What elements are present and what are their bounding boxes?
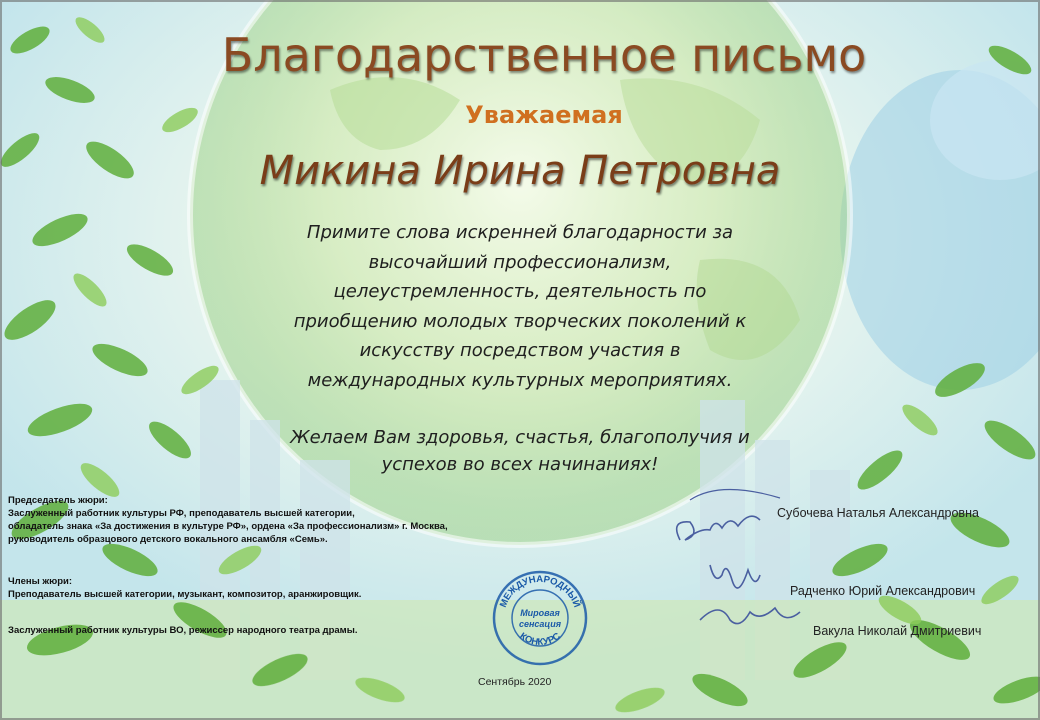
- jury-chair-heading: Председатель жюри:: [8, 495, 108, 506]
- jury-member-line: Преподаватель высшей категории, музыкант, композитор, аранжировщик.: [8, 589, 362, 600]
- jury-member-line: Заслуженный работник культуры ВО, режиссер народного театра драмы.: [8, 625, 358, 636]
- text-line: приобщению молодых творческих поколений к: [293, 310, 747, 332]
- signature-name-2: Радченко Юрий Александрович: [790, 584, 976, 598]
- text-line: искусству посредством участия в: [359, 340, 681, 361]
- jury-members-heading: Члены жюри:: [8, 576, 73, 587]
- contest-stamp: [490, 568, 590, 668]
- signature-name-1: Субочева Наталья Александровна: [777, 506, 979, 520]
- stamp-center-line-1: Мировая: [520, 608, 560, 618]
- text-line: высочайший профессионализм,: [368, 251, 672, 273]
- greeting: Уважаемая: [465, 101, 623, 129]
- gratitude-text: [250, 218, 790, 395]
- stamp-bottom-text: КОНКУРС: [517, 630, 563, 648]
- wishes-text: [250, 424, 790, 478]
- text-line: Желаем Вам здоровья, счастья, благополучия и: [290, 427, 750, 448]
- signature-name-3: Вакула Николай Дмитриевич: [813, 624, 982, 638]
- text-line: Примите слова искренней благодарности за: [306, 222, 734, 243]
- issue-date: Сентябрь 2020: [478, 676, 552, 688]
- document-title: Благодарственное письмо: [221, 28, 867, 82]
- stamp-top-text: МЕЖДУНАРОДНЫЙ: [497, 573, 583, 610]
- jury-chair-line: руководитель образцового детского вокального ансамбля «Семь».: [8, 534, 328, 545]
- text-line: целеустремленность, деятельность по: [333, 281, 707, 302]
- stamp-center-line-2: сенсация: [518, 619, 562, 629]
- jury-chair-line: обладатель знака «За достижения в культуре РФ», ордена «За профессионализм» г. Москва,: [8, 521, 448, 532]
- jury-members-block: [8, 575, 361, 601]
- text-line: международных культурных мероприятиях.: [307, 369, 733, 391]
- jury-chair-block: [8, 494, 448, 546]
- jury-chair-line: Заслуженный работник культуры РФ, преподаватель высшей категории,: [8, 508, 355, 519]
- recipient-name: Микина Ирина Петровна: [259, 148, 781, 194]
- text-line: успехов во всех начинаниях!: [381, 454, 659, 475]
